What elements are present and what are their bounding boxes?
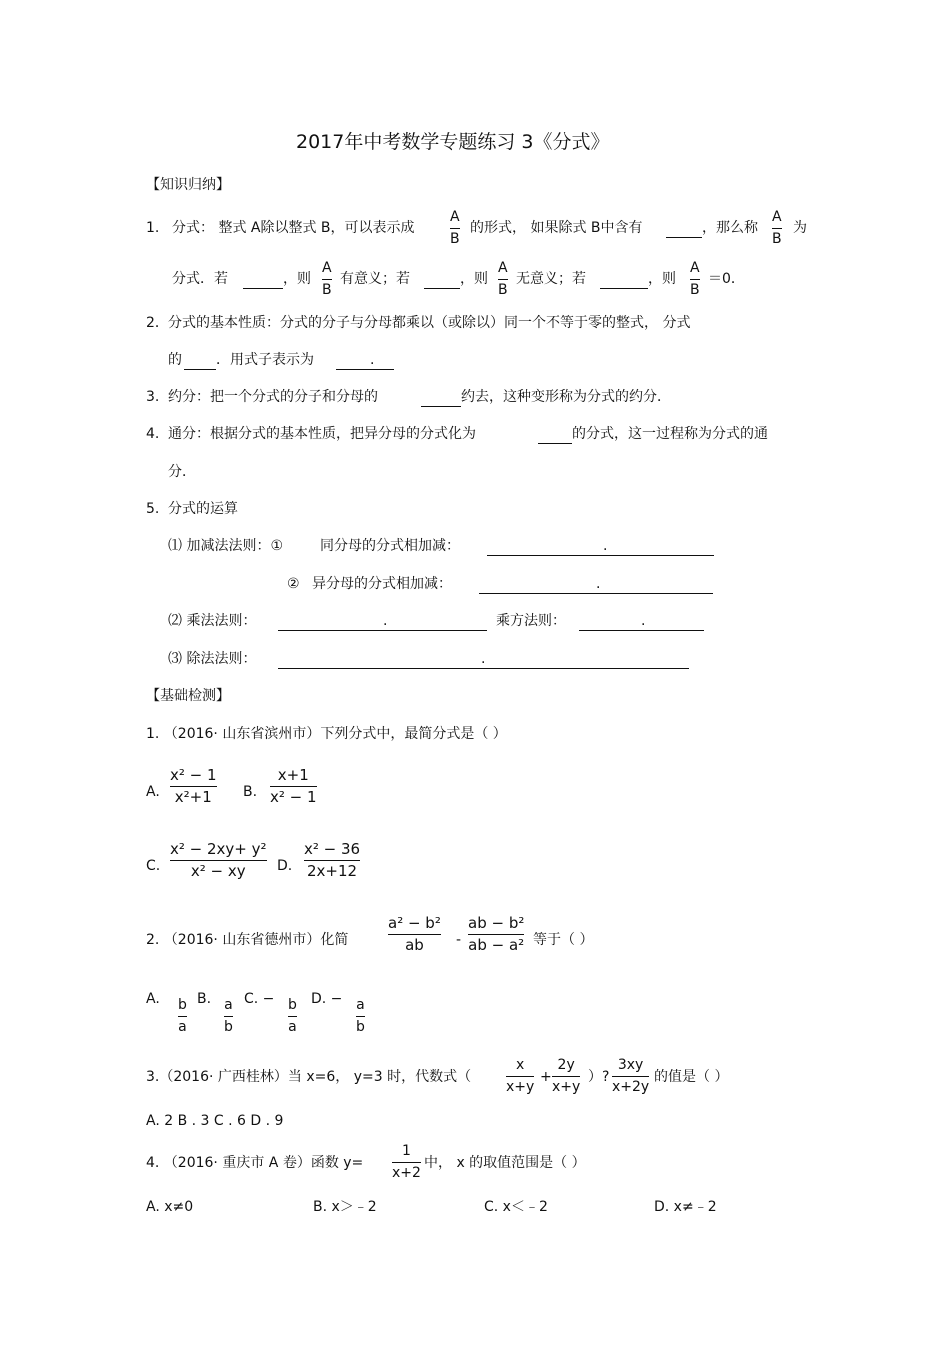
item4-text-a: 通分：根据分式的基本性质，把异分母的分式化为 [168,426,476,442]
fill-blank [579,630,704,631]
q1-option-d-label: D. [277,858,293,874]
fraction-numerator: 3xy [617,1057,644,1073]
item2-line2-dot: . [370,352,375,368]
item5-text: 分式的运算 [168,501,238,517]
q4-option-a: A. x≠0 [146,1199,194,1215]
blank-dot: . [603,538,608,554]
q3-stem-c: 的值是（ ） [654,1069,729,1085]
fill-blank [243,288,283,289]
item2-line2-a: 的 [168,352,182,368]
fraction-denominator: x²+1 [174,788,212,806]
q3-options: A. 2 B . 3 C . 6 D . 9 [146,1113,284,1129]
q4-stem-a: 4. （2016· 重庆市 A 卷）函数 y= [146,1155,364,1171]
fill-blank [538,443,572,444]
page-title: 2017年中考数学专题练习 3《分式》 [296,131,610,153]
item1-text-a: 分式： 整式 A除以整式 B，可以表示成 [172,220,415,236]
fraction-a-over-b [450,209,460,248]
q2-option-a-fraction [178,997,187,1036]
fraction-numerator: a² − b² [388,914,441,932]
q1-option-d-fraction [304,841,360,880]
fraction-denominator: x² − 1 [270,788,317,806]
item4-text-b: 的分式，这一过程称为分式的通 [572,426,768,442]
fraction-denominator: b [356,1019,365,1035]
q1-option-a-label: A. [146,784,160,800]
fraction-numerator: A [322,260,332,276]
q3-fraction-2 [552,1057,580,1096]
q3-stem-b: ）? [588,1069,610,1085]
fraction-denominator: b [224,1019,233,1035]
fill-blank [421,406,461,407]
rule-multiply-label: ⑵ 乘法法则： [168,613,257,629]
rule-add-label-2: ② [287,576,300,592]
fraction-numerator: 2y [557,1057,575,1073]
fill-blank [666,237,702,238]
item1-line2-b: ，则 [283,271,311,287]
q2-option-d-label: D. − [311,991,343,1007]
q2-option-c-fraction [288,997,297,1036]
item1-line2-a: 分式．若 [172,271,228,287]
fraction-denominator: x² − xy [190,862,246,880]
fraction-denominator: B [450,231,460,247]
fraction-numerator: b [288,997,297,1013]
item1-text-d: 为 [793,220,807,236]
fraction-denominator: x+2y [612,1079,650,1095]
fraction-numerator: ab − b² [468,914,525,932]
fraction-numerator: 1 [402,1143,411,1159]
fraction-denominator: a [178,1019,187,1035]
fraction-numerator: A [450,209,460,225]
q4-option-d: D. x≠﹣2 [654,1199,717,1215]
q2-fraction-1 [388,915,441,954]
fraction-denominator: B [690,282,700,298]
section-heading-basic: 【基础检测】 [146,688,230,704]
q3-fraction-1 [506,1057,534,1096]
fill-blank [479,593,713,594]
item1-line2-d: ，则 [460,271,488,287]
fraction-a-over-b [322,260,332,299]
item2-text-a: 分式的基本性质：分式的分子与分母都乘以（或除以）同一个不等于零的整式， 分式 [168,315,691,331]
fraction-denominator: x+2 [392,1165,421,1181]
item2-number: 2． [146,315,169,331]
fraction-denominator: 2x+12 [307,862,358,880]
q1-stem: 1. （2016· 山东省滨州市）下列分式中，最简分式是（ ） [146,726,507,742]
fill-blank [487,555,714,556]
q2-option-a-label: A. [146,991,160,1007]
item1-number: 1. [146,220,160,236]
fraction-numerator: x+1 [277,766,309,784]
item1-line2-c: 有意义；若 [340,271,410,287]
rule-add-same-denominator: 同分母的分式相加减： [320,538,460,554]
fraction-a-over-b [498,260,508,299]
q2-option-b-label: B. [197,991,212,1007]
fill-blank [278,668,689,669]
item1-text-c: ，那么称 [702,220,758,236]
fraction-numerator: a [224,997,233,1013]
item3-text-b: 约去，这种变形称为分式的约分． [461,389,671,405]
rule-divide-label: ⑶ 除法法则： [168,651,257,667]
fraction-numerator: A [690,260,700,276]
q1-option-b-fraction [270,767,317,806]
fraction-denominator: B [322,282,332,298]
blank-dot: . [596,576,601,592]
q1-option-a-fraction [170,767,217,806]
fill-blank [424,288,460,289]
fraction-denominator: B [772,231,782,247]
fill-blank [184,369,216,370]
item4-line2: 分． [168,464,196,480]
fraction-denominator: B [498,282,508,298]
q4-stem-b: 中， x 的取值范围是（ ） [424,1155,586,1171]
item3-text-a: 约分：把一个分式的分子和分母的 [168,389,378,405]
q2-option-c-label: C. − [244,991,275,1007]
blank-dot: . [641,613,646,629]
q1-option-c-label: C. [146,858,161,874]
fraction-numerator: x² − 1 [170,766,217,784]
rule-add-diff-denominator: 异分母的分式相加减： [312,576,452,592]
fraction-denominator: a [288,1019,297,1035]
blank-dot: . [481,651,486,667]
fraction-denominator: x+y [506,1079,535,1095]
item1-line2-g: ＝0． [708,271,745,287]
q2-stem-b: 等于（ ） [533,932,594,948]
item4-number: 4. [146,426,160,442]
q2-stem-a: 2. （2016· 山东省德州市）化简 [146,932,349,948]
item5-number: 5. [146,501,160,517]
q4-option-c: C. x＜﹣2 [484,1199,548,1215]
q2-option-b-fraction [224,997,233,1036]
fraction-numerator: b [178,997,187,1013]
q1-option-b-label: B. [243,784,258,800]
fill-blank [336,369,394,370]
q3-plus: + [540,1069,552,1085]
fraction-numerator: A [772,209,782,225]
fill-blank [600,288,648,289]
q3-stem-a: 3.（2016· 广西桂林）当 x=6， y=3 时，代数式（ [146,1069,472,1085]
fraction-numerator: A [498,260,508,276]
fraction-denominator: ab [405,936,424,954]
fill-blank [278,630,487,631]
item1-line2-f: ，则 [648,271,676,287]
q3-fraction-3 [612,1057,649,1096]
fraction-denominator: ab − a² [468,936,525,954]
rule-power-label: 乘方法则： [496,613,566,629]
section-heading-knowledge: 【知识归纳】 [146,177,230,193]
item1-text-b: 的形式， 如果除式 B中含有 [470,220,643,236]
q2-minus: - [456,932,462,948]
q2-fraction-2 [468,915,524,954]
q1-option-c-fraction [170,841,267,880]
item1-line2-e: 无意义；若 [516,271,586,287]
blank-dot: . [383,613,388,629]
fraction-denominator: x+y [552,1079,581,1095]
rule-add-label: ⑴ 加减法法则：① [168,538,284,554]
fraction-a-over-b [690,260,700,299]
fraction-numerator: x² − 36 [304,840,361,858]
fraction-numerator: a [356,997,365,1013]
fraction-numerator: x [516,1057,525,1073]
q4-fraction [392,1143,421,1182]
q4-option-b: B. x＞﹣2 [313,1199,377,1215]
item2-line2-b: ．用式子表示为 [216,352,314,368]
item3-number: 3. [146,389,160,405]
q2-option-d-fraction [356,997,365,1036]
fraction-a-over-b [772,209,782,248]
fraction-numerator: x² − 2xy+ y² [170,840,267,858]
